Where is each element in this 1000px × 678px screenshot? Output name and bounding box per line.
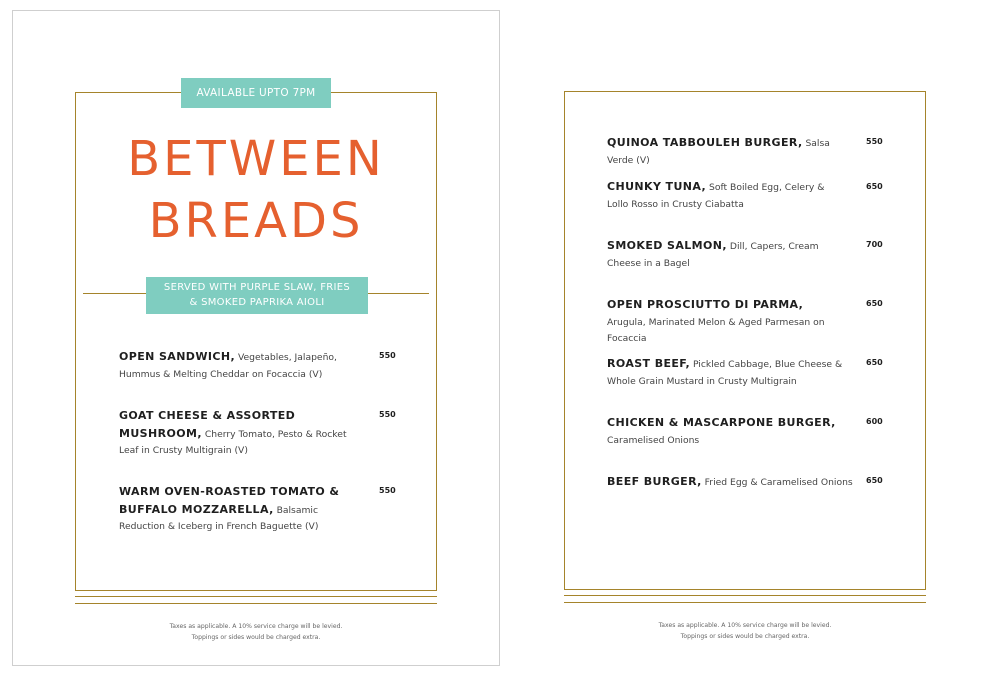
footer-note — [106, 622, 406, 643]
menu-item — [607, 135, 857, 169]
availability-badge: AVAILABLE UPTO 7PM — [181, 78, 331, 108]
menu-item — [607, 356, 843, 390]
menu-page-left — [12, 10, 500, 666]
item-name: OPEN PROSCIUTTO DI PARMA, — [607, 298, 804, 311]
footer-line: Taxes as applicable. A 10% service charge will be levied. — [169, 623, 343, 630]
menu-item — [119, 349, 347, 383]
item-name: ROAST BEEF, — [607, 357, 691, 370]
item-description: Pickled Cabbage, Blue Cheese & Whole Grain Mustard in Crusty Multigrain — [607, 359, 843, 387]
item-price: 650 — [866, 299, 883, 308]
item-name: WARM OVEN-ROASTED TOMATO & BUFFALO MOZZARELLA, — [119, 485, 340, 516]
item-price: 550 — [379, 486, 396, 495]
item-price: 550 — [379, 351, 396, 360]
menu-item — [119, 484, 355, 536]
item-description: Cherry Tomato, Pesto & Rocket Leaf in Crusty Multigrain (V) — [119, 428, 347, 456]
item-name: GOAT CHEESE & ASSORTED MUSHROOM, — [119, 409, 296, 440]
item-description: Soft Boiled Egg, Celery & Lollo Rosso in Crusty Ciabatta — [607, 182, 825, 210]
item-price: 550 — [379, 410, 396, 419]
page-title — [103, 128, 409, 252]
item-price: 650 — [866, 182, 883, 191]
item-name: CHICKEN & MASCARPONE BURGER, — [607, 416, 836, 429]
item-description: Salsa Verde (V) — [607, 138, 830, 166]
footer-note — [595, 621, 895, 642]
menu-item — [607, 238, 843, 272]
item-description: Caramelised Onions — [607, 434, 700, 446]
item-price: 700 — [866, 240, 883, 249]
menu-item — [607, 297, 843, 348]
menu-page-right — [502, 10, 990, 666]
title-line: BREADS — [148, 193, 364, 249]
bottom-rule — [75, 596, 437, 597]
item-name: QUINOA TABBOULEH BURGER, — [607, 136, 803, 149]
item-description: Dill, Capers, Cream Cheese in a Bagel — [607, 241, 819, 269]
item-price: 550 — [866, 137, 883, 146]
item-name: OPEN SANDWICH, — [119, 350, 236, 363]
item-price: 650 — [866, 358, 883, 367]
item-price: 600 — [866, 417, 883, 426]
item-description: Arugula, Marinated Melon & Aged Parmesan on Focaccia — [607, 316, 825, 344]
menu-item — [119, 408, 347, 460]
item-name: BEEF BURGER, — [607, 475, 702, 488]
footer-line: Toppings or sides would be charged extra. — [680, 632, 810, 640]
menu-item — [607, 474, 857, 492]
bottom-rule — [75, 603, 437, 604]
served-line: & SMOKED PAPRIKA AIOLI — [189, 296, 325, 308]
bottom-rule — [564, 602, 926, 603]
item-description: Fried Egg & Caramelised Onions — [701, 477, 853, 488]
title-line: BETWEEN — [127, 131, 385, 187]
menu-item — [607, 179, 839, 213]
item-name: SMOKED SALMON, — [607, 239, 727, 252]
served-line: SERVED WITH PURPLE SLAW, FRIES — [163, 282, 351, 293]
item-description: Vegetables, Jalapeño, Hummus & Melting Cheddar on Focaccia (V) — [119, 352, 337, 380]
item-description: Balsamic Reduction & Iceberg in French Baguette (V) — [119, 504, 319, 532]
footer-line: Taxes as applicable. A 10% service charge will be levied. — [658, 622, 832, 629]
footer-line: Toppings or sides would be charged extra. — [191, 633, 321, 641]
served-with-badge — [146, 277, 368, 314]
menu-item — [607, 415, 843, 449]
item-price: 650 — [866, 476, 883, 485]
bottom-rule — [564, 595, 926, 596]
item-name: CHUNKY TUNA, — [607, 180, 707, 193]
